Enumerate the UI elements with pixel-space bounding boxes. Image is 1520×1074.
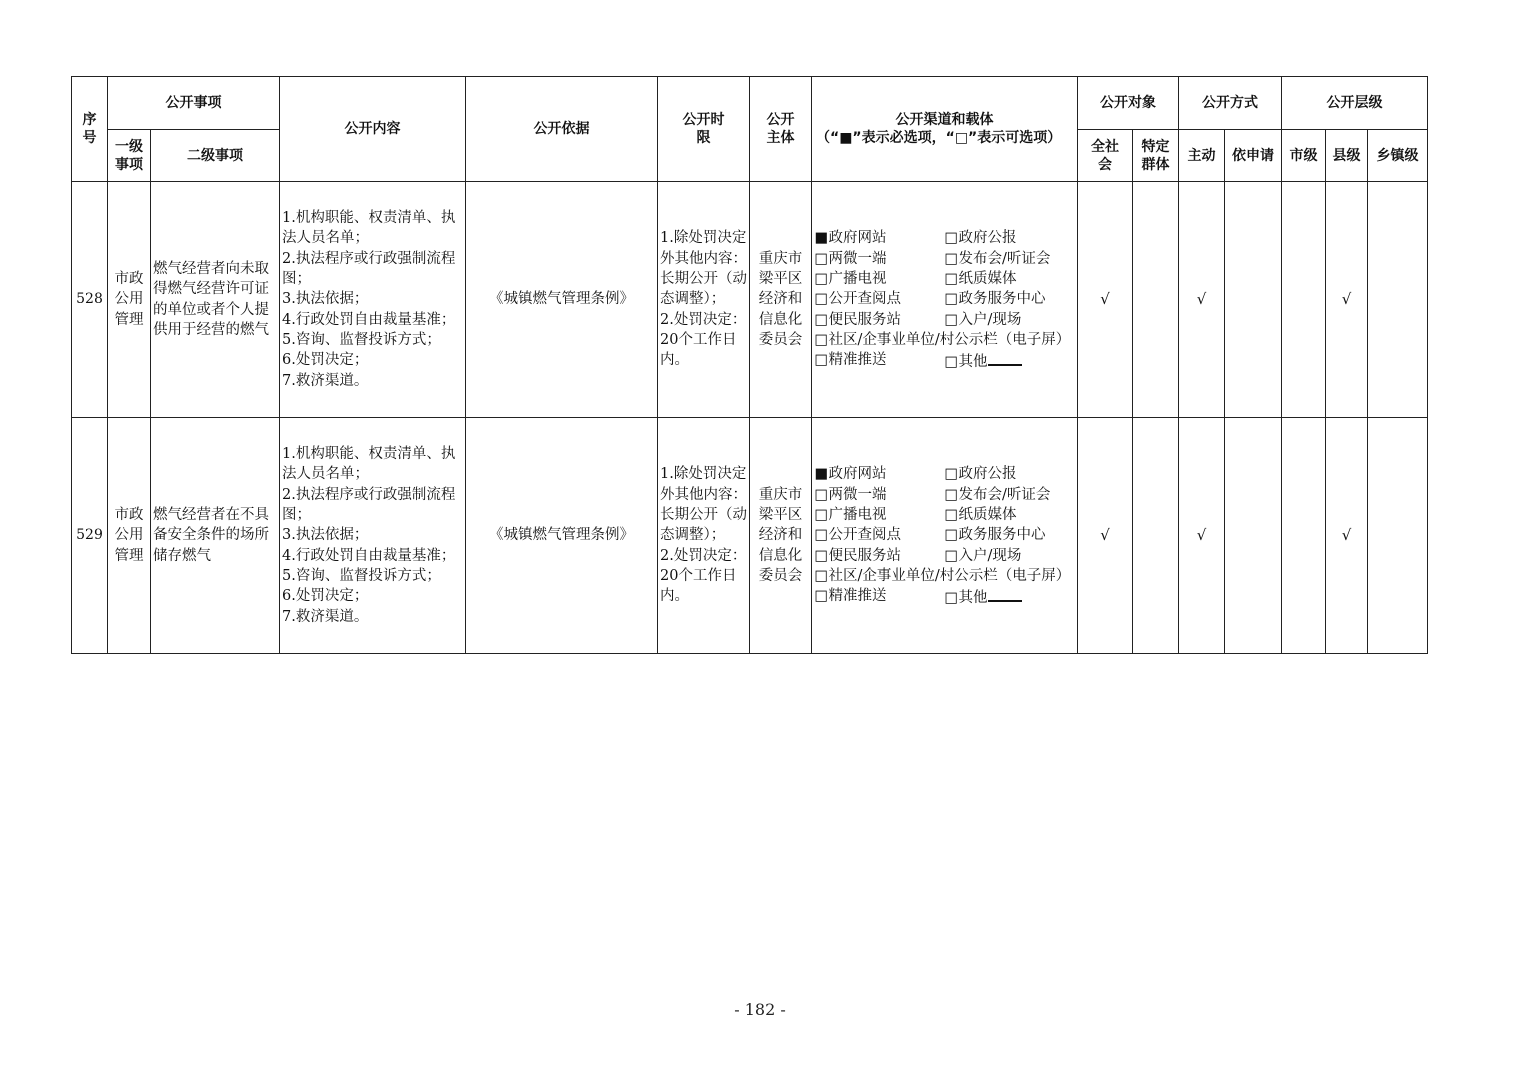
- channel-two-micro: □两微一端: [814, 485, 944, 505]
- row-channels: [812, 418, 1078, 654]
- optional-mark-icon: □: [814, 486, 829, 503]
- fill-blank-line: [988, 586, 1022, 602]
- optional-mark-icon: □: [944, 271, 959, 288]
- content-line: 5.咨询、监督投诉方式；: [282, 331, 441, 348]
- optional-mark-icon: □: [814, 588, 829, 605]
- optional-mark-icon: □: [944, 250, 959, 267]
- content-line: 2.执法程序或行政强制流程图；: [282, 486, 456, 524]
- header-item-group: 公开事项: [108, 77, 280, 130]
- header-target-specific: 特定群体: [1133, 130, 1179, 182]
- channel-gov-gazette: □政府公报: [944, 228, 1074, 248]
- required-mark-icon: ■: [814, 230, 829, 247]
- header-row-1: [72, 77, 1428, 130]
- optional-mark-icon: □: [944, 507, 959, 524]
- channel-gov-site: ■政府网站: [814, 228, 944, 248]
- row-level-city: [1282, 182, 1326, 418]
- channel-service-center: □政务服务中心: [944, 289, 1074, 309]
- header-level-town: 乡镇级: [1368, 130, 1428, 182]
- header-level2: 二级事项: [151, 130, 280, 182]
- row-level-county: √: [1326, 182, 1368, 418]
- row-level-town: [1368, 182, 1428, 418]
- row-seq: 529: [72, 418, 108, 654]
- channel-broadcast: □广播电视: [814, 269, 944, 289]
- channel-gov-site: ■政府网站: [814, 464, 944, 484]
- row-target-specific: [1133, 418, 1179, 654]
- optional-mark-icon: □: [814, 331, 829, 348]
- content-line: 3.执法依据；: [282, 527, 369, 544]
- channel-convenience: □便民服务站: [814, 310, 944, 330]
- row-target-specific: [1133, 182, 1179, 418]
- row-subject: 重庆市梁平区经济和信息化委员会: [750, 182, 812, 418]
- header-level-city: 市级: [1282, 130, 1326, 182]
- table-row: [72, 182, 1428, 418]
- header-time-limit: 公开时限: [658, 77, 750, 182]
- required-mark-icon: ■: [814, 466, 829, 483]
- row-level-town: [1368, 418, 1428, 654]
- optional-mark-icon: □: [814, 507, 829, 524]
- row-channels: [812, 182, 1078, 418]
- row-target-all: √: [1078, 418, 1133, 654]
- header-channel: [812, 77, 1078, 182]
- header-content: 公开内容: [280, 77, 466, 182]
- row-time-limit: [658, 418, 750, 654]
- row-method-apply: [1225, 418, 1282, 654]
- fill-blank-line: [988, 350, 1022, 366]
- optional-mark-icon: □: [814, 547, 829, 564]
- optional-mark-icon: □: [944, 466, 959, 483]
- content-line: 2.执法程序或行政强制流程图；: [282, 250, 456, 288]
- row-method-active: √: [1179, 182, 1225, 418]
- channel-convenience: □便民服务站: [814, 546, 944, 566]
- row-level2: 燃气经营者在不具备安全条件的场所储存燃气: [151, 418, 280, 654]
- optional-mark-icon: □: [944, 291, 959, 308]
- row-basis: 《城镇燃气管理条例》: [466, 418, 658, 654]
- optional-mark-icon: □: [814, 271, 829, 288]
- channel-precise: □精准推送: [814, 350, 944, 370]
- header-level-group: 公开层级: [1282, 77, 1428, 130]
- channel-other: □其他: [944, 586, 1074, 608]
- channel-broadcast: □广播电视: [814, 505, 944, 525]
- row-target-all: √: [1078, 182, 1133, 418]
- channel-paper: □纸质媒体: [944, 269, 1074, 289]
- channel-community: □社区/企事业单位/村公示栏（电子屏）: [814, 566, 1075, 586]
- header-channel-note: （“■”表示必选项，“□”表示可选项）: [816, 130, 1062, 146]
- optional-mark-icon: □: [814, 311, 829, 328]
- row-content: [280, 182, 466, 418]
- row-level1: 市政公用管理: [108, 418, 151, 654]
- header-method-group: 公开方式: [1179, 77, 1282, 130]
- optional-mark-icon: □: [944, 354, 959, 371]
- row-time-limit: [658, 182, 750, 418]
- page-number: - 182 -: [734, 1000, 786, 1019]
- optional-mark-icon: □: [944, 547, 959, 564]
- content-line: 1.机构职能、权责清单、执法人员名单；: [282, 446, 456, 483]
- disclosure-table-sheet: [71, 76, 1427, 654]
- content-line: 7.救济渠道。: [282, 372, 369, 389]
- channel-other: □其他: [944, 350, 1074, 372]
- row-level1: 市政公用管理: [108, 182, 151, 418]
- row-method-apply: [1225, 182, 1282, 418]
- content-line: 6.处罚决定；: [282, 352, 369, 369]
- header-method-apply: 依申请: [1225, 130, 1282, 182]
- optional-mark-icon: □: [944, 311, 959, 328]
- time-limit-line: 2.处罚决定：20个工作日内。: [660, 547, 747, 605]
- header-level1: 一级事项: [108, 130, 151, 182]
- time-limit-line: 1.除处罚决定外其他内容：长期公开（动态调整）；: [660, 230, 747, 308]
- header-method-active: 主动: [1179, 130, 1225, 182]
- row-subject: 重庆市梁平区经济和信息化委员会: [750, 418, 812, 654]
- header-channel-title: 公开渠道和载体: [895, 112, 994, 128]
- channel-list: [814, 228, 1075, 370]
- table-row: [72, 418, 1428, 654]
- header-target-all: 全社会: [1078, 130, 1133, 182]
- row-content: [280, 418, 466, 654]
- content-line: 3.执法依据；: [282, 291, 369, 308]
- row-basis: 《城镇燃气管理条例》: [466, 182, 658, 418]
- channel-service-center: □政务服务中心: [944, 525, 1074, 545]
- content-line: 7.救济渠道。: [282, 608, 369, 625]
- channel-paper: □纸质媒体: [944, 505, 1074, 525]
- optional-mark-icon: □: [814, 352, 829, 369]
- content-line: 5.咨询、监督投诉方式；: [282, 567, 441, 584]
- optional-mark-icon: □: [944, 590, 959, 607]
- header-target-group: 公开对象: [1078, 77, 1179, 130]
- optional-mark-icon: □: [814, 291, 829, 308]
- optional-mark-icon: □: [814, 250, 829, 267]
- channel-press: □发布会/听证会: [944, 249, 1074, 269]
- channel-precise: □精准推送: [814, 586, 944, 606]
- channel-list: [814, 464, 1075, 606]
- channel-reading: □公开查阅点: [814, 289, 944, 309]
- content-line: 4.行政处罚自由裁量基准；: [282, 311, 456, 328]
- channel-gov-gazette: □政府公报: [944, 464, 1074, 484]
- row-method-active: √: [1179, 418, 1225, 654]
- time-limit-line: 2.处罚决定：20个工作日内。: [660, 311, 747, 369]
- header-subject: 公开主体: [750, 77, 812, 182]
- channel-two-micro: □两微一端: [814, 249, 944, 269]
- optional-mark-icon: □: [814, 567, 829, 584]
- channel-press: □发布会/听证会: [944, 485, 1074, 505]
- disclosure-table: [71, 76, 1428, 654]
- optional-mark-icon: □: [944, 527, 959, 544]
- optional-mark-icon: □: [944, 230, 959, 247]
- header-seq: 序号: [72, 77, 108, 182]
- row-level2: 燃气经营者向未取得燃气经营许可证的单位或者个人提供用于经营的燃气: [151, 182, 280, 418]
- time-limit-line: 1.除处罚决定外其他内容：长期公开（动态调整）；: [660, 466, 747, 544]
- header-level-county: 县级: [1326, 130, 1368, 182]
- content-line: 1.机构职能、权责清单、执法人员名单；: [282, 210, 456, 247]
- optional-mark-icon: □: [814, 527, 829, 544]
- row-level-city: [1282, 418, 1326, 654]
- row-seq: 528: [72, 182, 108, 418]
- channel-onsite: □入户/现场: [944, 310, 1074, 330]
- optional-mark-icon: □: [944, 486, 959, 503]
- channel-reading: □公开查阅点: [814, 525, 944, 545]
- channel-community: □社区/企事业单位/村公示栏（电子屏）: [814, 330, 1075, 350]
- content-line: 4.行政处罚自由裁量基准；: [282, 547, 456, 564]
- row-level-county: √: [1326, 418, 1368, 654]
- header-basis: 公开依据: [466, 77, 658, 182]
- content-line: 6.处罚决定；: [282, 588, 369, 605]
- channel-onsite: □入户/现场: [944, 546, 1074, 566]
